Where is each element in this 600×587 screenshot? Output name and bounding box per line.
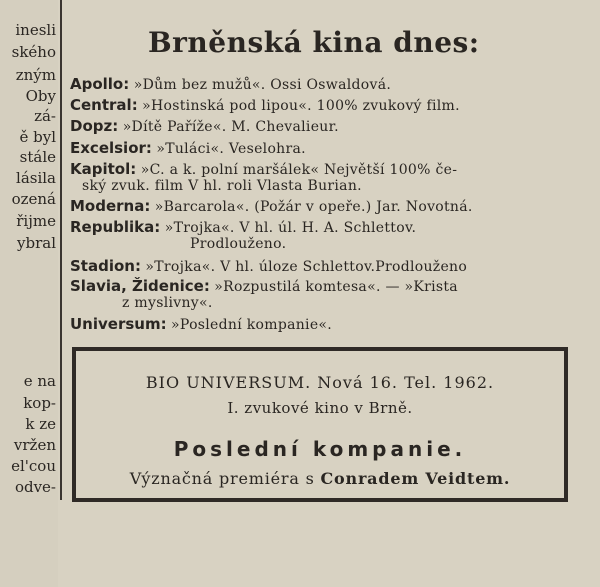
cinema-entry-stadion xyxy=(70,258,467,275)
column-rule xyxy=(60,0,62,500)
ad-cinema-address: BIO UNIVERSUM. Nová 16. Tel. 1962. xyxy=(145,373,495,392)
cinema-program: »Barcarola«. (Požár v opeře.) Jar. Novotná. xyxy=(154,199,473,215)
cinema-name: Universum: xyxy=(70,315,167,333)
cinema-name: Apollo: xyxy=(70,75,130,93)
cinema-program: »Dítě Paříže«. M. Chevalieur. xyxy=(122,119,339,135)
cinema-entry-apollo xyxy=(70,76,391,93)
left-fragment: inesli xyxy=(15,21,56,39)
cinema-program-continued: ský zvuk. film V hl. roli Vlasta Burian. xyxy=(82,178,362,194)
cinema-entry-dopz xyxy=(70,118,339,135)
cinema-program: »Poslední kompanie«. xyxy=(171,317,333,333)
advertisement-box xyxy=(72,347,568,502)
cinema-program: »Dům bez mužů«. Ossi Oswaldová. xyxy=(133,77,392,93)
cinema-program: »Rozpustilá komtesa«. — »Krista xyxy=(214,279,458,295)
left-fragment: kop- xyxy=(23,394,56,412)
left-fragment: ě byl xyxy=(19,128,56,146)
cinema-entry-central xyxy=(70,97,460,114)
cinema-program: »Tuláci«. Veselohra. xyxy=(156,141,306,157)
cinema-entry-moderna xyxy=(70,198,473,215)
left-fragment: ybral xyxy=(17,234,56,252)
cinema-program: »Trojka«. V hl. úloze Schlettov.Prodlouženo xyxy=(145,259,468,275)
page-title: Brněnská kina dnes: xyxy=(148,26,480,59)
left-fragment: řijme xyxy=(16,212,56,230)
left-fragment: zným xyxy=(15,66,56,84)
cinema-entry-excelsior xyxy=(70,140,306,157)
cinema-entry-universum xyxy=(70,316,332,333)
ad-film-title: Poslední kompanie. xyxy=(173,437,467,461)
left-fragment: Oby xyxy=(25,87,56,105)
left-column-fragments xyxy=(0,0,58,587)
cinema-program: »C. a k. polní maršálek« Největší 100% če- xyxy=(140,162,458,178)
cinema-entry-slavia-zidenice xyxy=(70,278,458,311)
cinema-entry-kapitol xyxy=(70,161,457,194)
left-fragment: lásila xyxy=(16,169,56,187)
cinema-program-continued: Prodlouženo. xyxy=(190,236,287,252)
ad-premiere-prefix: Význačná premiéra s xyxy=(129,469,315,488)
ad-premiere-star: Conradem Veidtem. xyxy=(320,469,511,488)
cinema-name: Central: xyxy=(70,96,138,114)
left-fragment: zá- xyxy=(34,107,56,125)
cinema-name: Slavia, Židenice: xyxy=(70,277,210,295)
left-fragment: ozená xyxy=(11,190,56,208)
left-fragment: ského xyxy=(11,43,56,61)
left-fragment: e na xyxy=(23,372,56,390)
left-fragment: k ze xyxy=(25,415,56,433)
cinema-name: Kapitol: xyxy=(70,160,137,178)
cinema-name: Republika: xyxy=(70,218,161,236)
left-fragment: stále xyxy=(19,148,56,166)
cinema-program: »Trojka«. V hl. úl. H. A. Schlettov. xyxy=(164,220,417,236)
cinema-name: Excelsior: xyxy=(70,139,152,157)
ad-tagline: I. zvukové kino v Brně. xyxy=(227,399,413,417)
cinema-name: Moderna: xyxy=(70,197,151,215)
cinema-program-continued: z myslivny«. xyxy=(122,295,213,311)
left-fragment: vržen xyxy=(13,436,56,454)
cinema-name: Stadion: xyxy=(70,257,141,275)
cinema-entry-republika xyxy=(70,219,416,252)
left-fragment: el'cou xyxy=(11,457,56,475)
left-fragment: odve- xyxy=(14,478,56,496)
cinema-name: Dopz: xyxy=(70,117,119,135)
ad-premiere-line xyxy=(76,469,564,488)
cinema-program: »Hostinská pod lipou«. 100% zvukový film. xyxy=(142,98,460,114)
